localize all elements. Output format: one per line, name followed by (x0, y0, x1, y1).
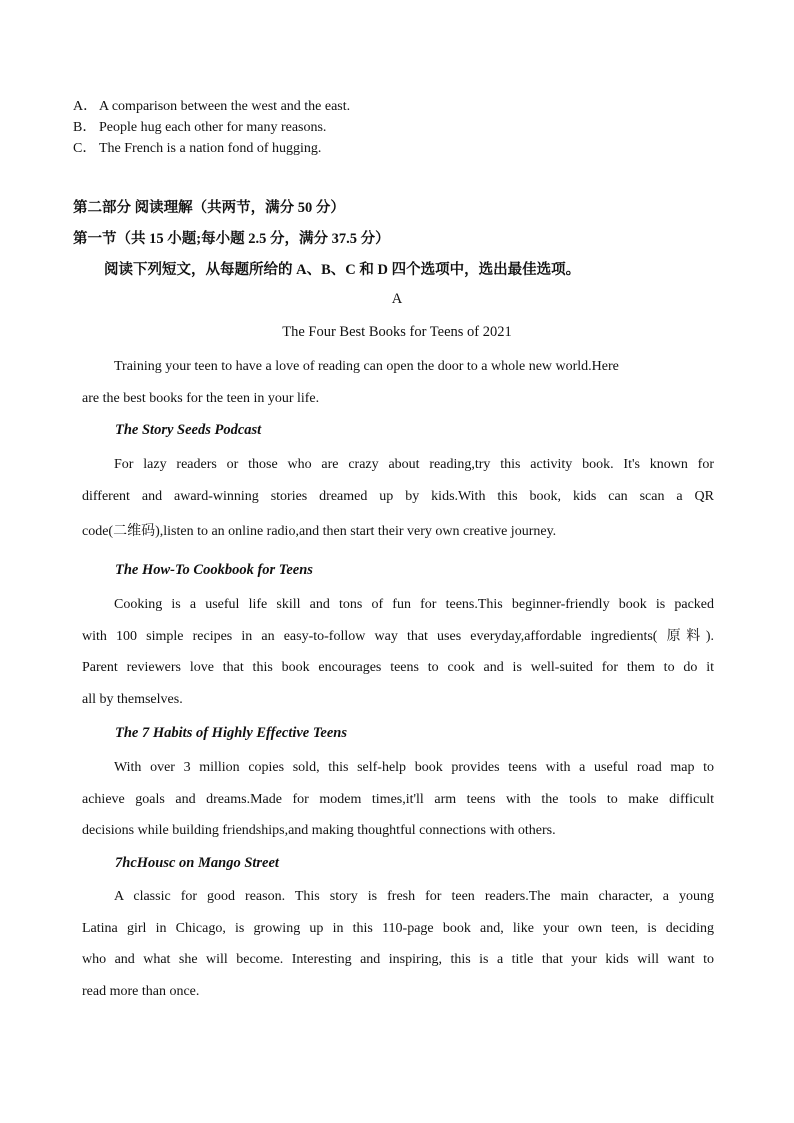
book-title-1: The Story Seeds Podcast (115, 422, 262, 438)
option-a-text: A comparison between the west and the east. (99, 99, 351, 114)
instruction-text: 阅读下列短文，从每题所给的 A、B、C 和 D 四个选项中，选出最佳选项。 (104, 262, 581, 278)
book-4-line: A classic for good reason. This story is fresh for teen readers.The main character, a young (114, 889, 714, 904)
option-b-key: B． (73, 120, 97, 135)
book-title-3: The 7 Habits of Highly Effective Teens (115, 725, 347, 741)
book-paragraph-4 (82, 881, 714, 1007)
book-2-line: Parent reviewers love that this book encourages teens to cook and is well-suited for them to do it (82, 660, 714, 675)
book-3-line: With over 3 million copies sold, this self-help book provides teens with a useful road map to (114, 760, 714, 775)
option-b (73, 118, 326, 138)
book-title-4: 7hcHousc on Mango Street (115, 855, 279, 871)
intro-paragraph (82, 351, 714, 414)
option-c-key: C． (73, 141, 97, 156)
book-1-line: code(二维码),listen to an online radio,and then start their very own creative journey. (82, 524, 557, 539)
book-1-line: different and award-winning stories dreamed up by kids.With this book, kids can scan a QR (82, 488, 714, 504)
book-1-line: For lazy readers or those who are crazy about reading,try this activity book. It's known for (114, 457, 714, 472)
option-a-key: A． (73, 99, 98, 114)
intro-line: are the best books for the teen in your life. (82, 390, 320, 406)
book-paragraph-3 (82, 752, 714, 847)
option-c-text: The French is a nation fond of hugging. (99, 141, 322, 156)
book-paragraph-1 (82, 449, 714, 548)
book-4-line: who and what she will become. Interesting and inspiring, this is a title that your kids will want to (82, 952, 714, 967)
book-4-line: Latina girl in Chicago, is growing up in this 110-page book and, like your own teen, is deciding (82, 920, 714, 936)
option-a (73, 97, 350, 117)
book-2-line: all by themselves. (82, 691, 183, 707)
section-one-heading: 第一节（共 15 小题;每小题 2.5 分，满分 37.5 分） (73, 231, 390, 247)
book-title-2: The How-To Cookbook for Teens (115, 562, 313, 578)
book-3-line: decisions while building friendships,and making thoughtful connections with others. (82, 823, 556, 838)
book-4-line: read more than once. (82, 983, 200, 999)
book-3-line: achieve goals and dreams.Made for modem times,it'll arm teens with the tools to make difficult (82, 791, 714, 807)
book-2-line: Cooking is a useful life skill and tons of fun for teens.This beginner-friendly book is packed (114, 597, 714, 612)
option-c (73, 139, 321, 159)
section-part-heading: 第二部分 阅读理解（共两节，满分 50 分） (73, 200, 345, 216)
book-2-line: with 100 simple recipes in an easy-to-follow way that uses everyday,affordable ingredients( 原料). (82, 628, 714, 644)
option-b-text: People hug each other for many reasons. (99, 120, 327, 135)
passage-title: The Four Best Books for Teens of 2021 (282, 324, 512, 340)
passage-letter: A (391, 291, 403, 307)
book-paragraph-2 (82, 589, 714, 715)
intro-line: Training your teen to have a love of reading can open the door to a whole new world.Here (114, 359, 619, 374)
